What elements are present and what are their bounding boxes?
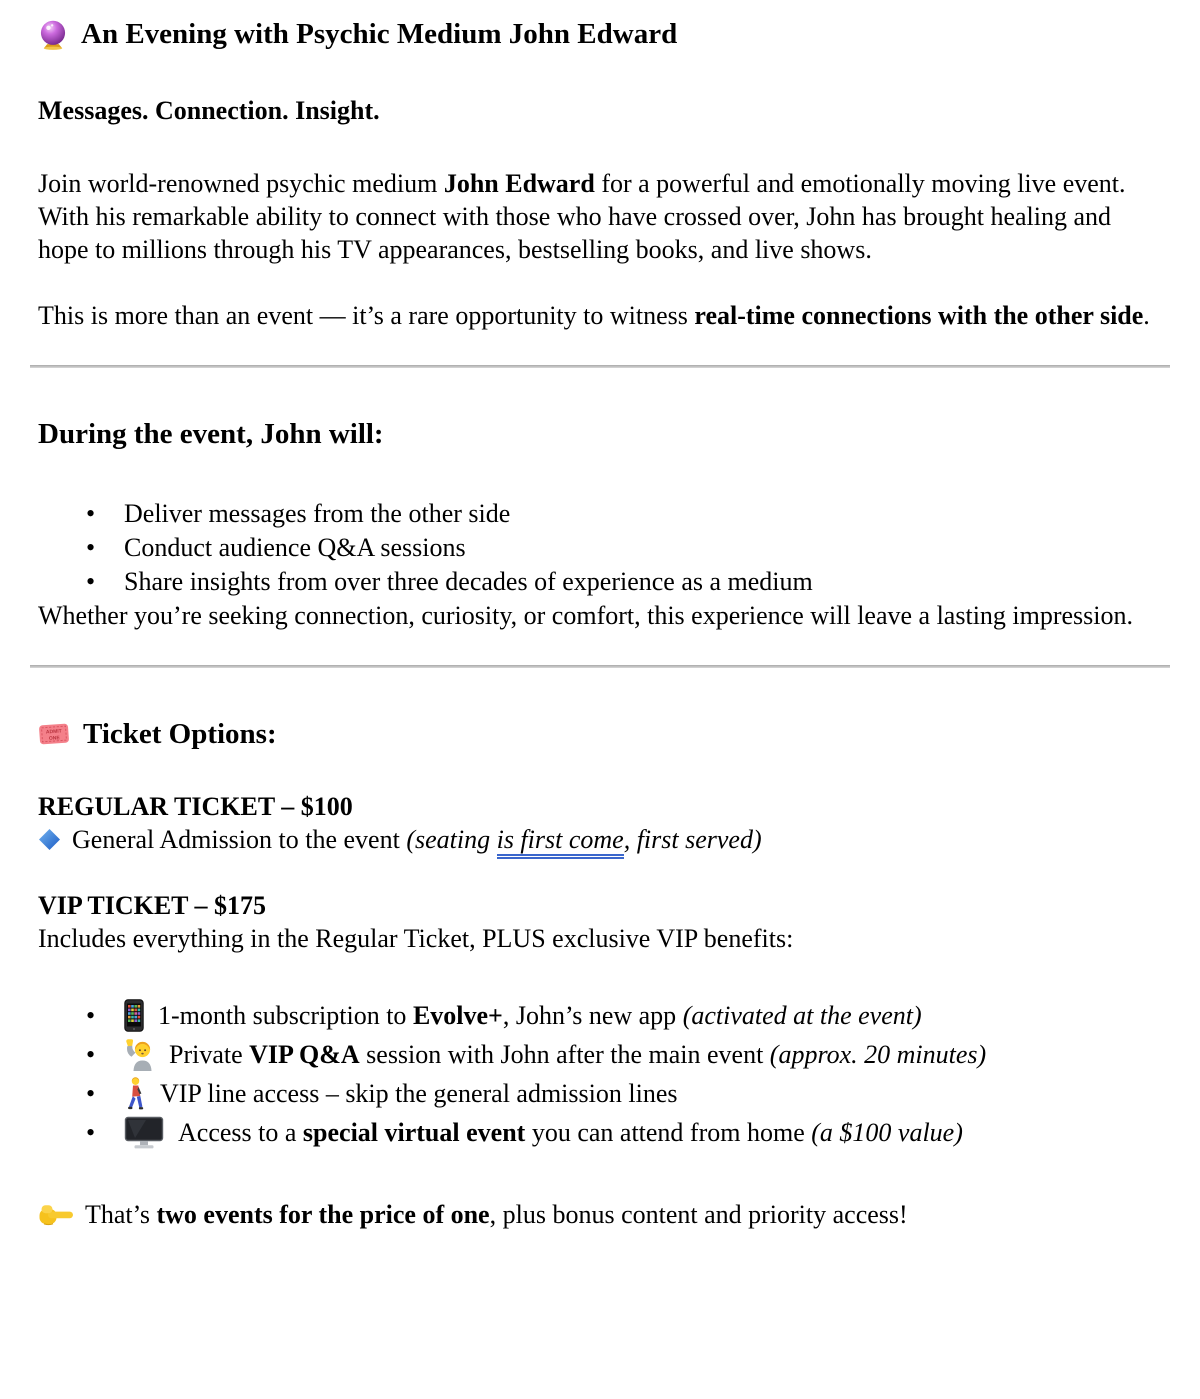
benefit-italic: (a $100 value) <box>811 1118 963 1147</box>
footer-seg: That’s <box>85 1200 157 1229</box>
seating-note-close: , first served) <box>623 825 762 854</box>
benefit-seg: 1-month subscription to <box>158 1001 413 1030</box>
intro-paragraph <box>38 167 1153 266</box>
benefit-seg: session with John after the main event <box>359 1040 770 1069</box>
benefit-seg: , John’s new app <box>502 1001 683 1030</box>
hook-paragraph <box>38 299 1153 332</box>
regular-ticket-text <box>72 823 762 856</box>
admit-one-ticket-icon <box>38 720 70 748</box>
section-divider <box>30 365 1170 368</box>
benefit-seg: Access to a <box>178 1118 303 1147</box>
page-title-row <box>38 14 1160 54</box>
page-title: An Evening with Psychic Medium John Edward <box>81 18 678 50</box>
hook-text: This is more than an event — it’s a rare opportunity to witness <box>38 301 695 330</box>
intro-text: Join world-renowned psychic medium <box>38 169 444 198</box>
benefit-italic: (activated at the event) <box>682 1001 922 1030</box>
footer-bold: two events for the price of one <box>156 1200 490 1229</box>
footer-callout <box>38 1198 1160 1231</box>
benefit-seg: Private <box>169 1040 250 1069</box>
blue-diamond-icon <box>38 828 61 851</box>
outro-paragraph: Whether you’re seeking connection, curiosity, or comfort, this experience will leave a lasting impression. <box>38 601 1134 630</box>
list-item: • Conduct audience Q&A sessions <box>86 531 1160 565</box>
intro-text-cont: for a powerful and emotionally moving live event. With his remarkable ability to connect with those who have crossed over, John has brought healing and hope to millions through his TV appearances, bestselling books, and live shows. <box>38 169 1126 264</box>
section-divider <box>30 665 1170 668</box>
hook-bold: real-time connections with the other side <box>694 301 1144 330</box>
benefit-text <box>158 996 922 1035</box>
benefit-text <box>160 1074 677 1113</box>
regular-ticket-title: REGULAR TICKET – $100 <box>38 792 353 821</box>
vip-benefit-item <box>86 1035 1160 1074</box>
benefit-bold: special virtual event <box>302 1118 526 1147</box>
man-raising-hand-icon <box>124 1038 155 1071</box>
grammar-underline: is first come <box>497 825 624 859</box>
ticket-options-heading-row <box>38 714 1160 754</box>
tagline: Messages. Connection. Insight. <box>38 96 380 125</box>
benefit-text <box>169 1035 986 1074</box>
event-activities-list <box>38 497 1160 599</box>
benefit-seg: you can attend from home <box>525 1118 812 1147</box>
footer-text <box>85 1198 908 1231</box>
crystal-ball-icon <box>38 19 68 50</box>
seating-note-open: (seating <box>406 825 497 854</box>
hook-text-end: . <box>1143 301 1150 330</box>
benefit-bold: VIP Q&A <box>249 1040 360 1069</box>
list-item: • Deliver messages from the other side <box>86 497 1160 531</box>
vip-ticket-title: VIP TICKET – $175 <box>38 891 267 920</box>
general-admission-text: General Admission to the event <box>72 825 407 854</box>
vip-benefit-item <box>86 1113 1160 1152</box>
regular-ticket-detail <box>38 823 1153 856</box>
benefit-seg: VIP line access – skip the general admission lines <box>160 1079 678 1108</box>
benefit-italic: (approx. 20 minutes) <box>769 1040 987 1069</box>
seating-note-italic <box>406 825 761 859</box>
vip-benefit-item <box>86 996 1160 1035</box>
benefit-text <box>178 1113 963 1152</box>
ticket-options-heading: Ticket Options: <box>83 718 277 750</box>
intro-bold-name: John Edward <box>443 169 595 198</box>
vip-benefit-item <box>86 1074 1160 1113</box>
vip-benefits-list <box>38 996 1160 1152</box>
ticket-icon-text-admit: ADMIT <box>45 728 62 736</box>
desktop-computer-icon <box>124 1116 164 1149</box>
ticket-icon-text-one: ONE <box>48 735 60 742</box>
benefit-bold: Evolve+ <box>412 1001 503 1030</box>
list-item: • Share insights from over three decades of experience as a medium <box>86 565 1160 599</box>
footer-seg-end: , plus bonus content and priority access! <box>489 1200 908 1229</box>
mobile-phone-icon <box>124 999 144 1032</box>
during-heading: During the event, John will: <box>38 418 384 450</box>
vip-ticket-subtitle: Includes everything in the Regular Ticket, PLUS exclusive VIP benefits: <box>38 924 794 953</box>
pointing-right-icon <box>38 1201 74 1228</box>
walking-person-icon <box>124 1077 146 1111</box>
